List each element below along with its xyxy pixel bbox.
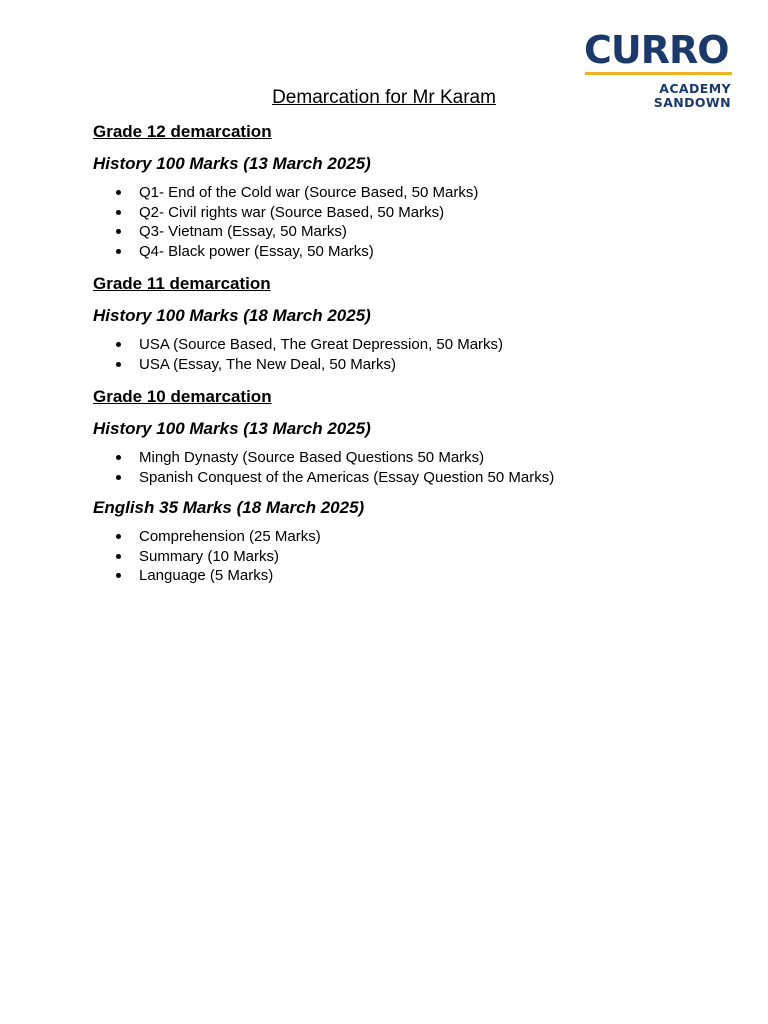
bullet-icon	[116, 455, 121, 460]
grade-heading: Grade 12 demarcation	[93, 122, 272, 141]
list-item	[93, 355, 733, 375]
subject-heading: History 100 Marks (18 March 2025)	[93, 306, 371, 325]
list-item-text: Comprehension (25 Marks)	[139, 528, 321, 545]
list-item	[93, 203, 733, 223]
list-item	[93, 468, 733, 488]
subject-heading: History 100 Marks (13 March 2025)	[93, 154, 371, 173]
bullet-icon	[116, 342, 121, 347]
bullet-icon	[116, 210, 121, 215]
bullet-icon	[116, 573, 121, 578]
bullet-icon	[116, 534, 121, 539]
logo-wordmark: CURRO	[584, 28, 729, 72]
list-item-text: Q1- End of the Cold war (Source Based, 50 Marks)	[139, 184, 479, 201]
grade-heading: Grade 11 demarcation	[93, 274, 271, 293]
document-title: Demarcation for Mr Karam	[272, 87, 496, 108]
list-item-text: Language (5 Marks)	[139, 567, 274, 584]
bullet-list	[93, 448, 733, 487]
bullet-list	[93, 183, 733, 261]
list-item-text: USA (Essay, The New Deal, 50 Marks)	[139, 355, 397, 373]
bullet-icon	[116, 190, 121, 195]
list-item-text: Q4- Black power (Essay, 50 Marks)	[139, 242, 374, 260]
grade-11-section	[93, 272, 733, 385]
bullet-icon	[116, 249, 121, 254]
list-item	[93, 448, 733, 468]
list-item-text: Q3- Vietnam (Essay, 50 Marks)	[139, 223, 347, 240]
list-item	[93, 527, 733, 547]
bullet-list	[93, 335, 733, 374]
subject-heading: English 35 Marks (18 March 2025)	[93, 498, 365, 517]
list-item-text: Summary (10 Marks)	[139, 547, 280, 565]
subject-heading: History 100 Marks (13 March 2025)	[93, 419, 371, 438]
list-item-text: Q2- Civil rights war (Source Based, 50 Marks)	[139, 203, 445, 221]
grade-12-section	[93, 120, 733, 272]
bullet-icon	[116, 229, 121, 234]
bullet-icon	[116, 554, 121, 559]
list-item	[93, 335, 733, 355]
list-item-text: Mingh Dynasty (Source Based Questions 50 Marks)	[139, 449, 485, 466]
bullet-icon	[116, 362, 121, 367]
list-item	[93, 547, 733, 567]
list-item	[93, 183, 733, 203]
list-item	[93, 222, 733, 242]
list-item	[93, 242, 733, 262]
bullet-list	[93, 527, 733, 586]
grade-heading: Grade 10 demarcation	[93, 387, 272, 406]
list-item	[93, 566, 733, 586]
grade-10-section	[93, 385, 733, 586]
logo-subtitle-academy: ACADEMY	[659, 81, 731, 96]
logo-accent-rule	[585, 72, 732, 75]
list-item-text: Spanish Conquest of the Americas (Essay Question 50 Marks)	[139, 468, 555, 486]
bullet-icon	[116, 475, 121, 480]
logo-subtitle-sandown: SANDOWN	[653, 95, 731, 110]
list-item-text: USA (Source Based, The Great Depression, 50 Marks)	[139, 336, 504, 353]
document-body	[93, 120, 733, 586]
